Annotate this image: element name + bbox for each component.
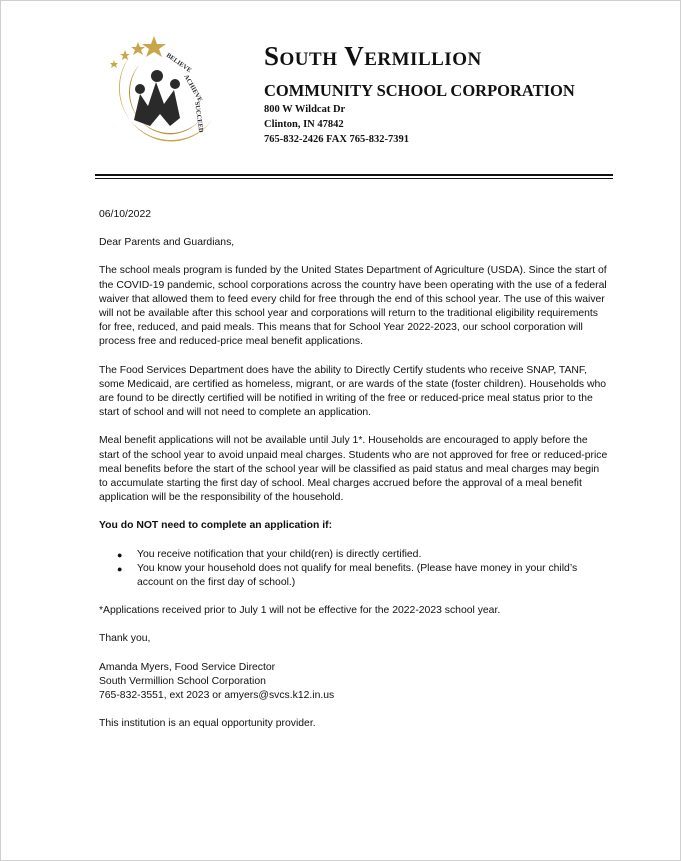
footnote: *Applications received prior to July 1 will not be effective for the 2022-2023 school year. (99, 605, 501, 617)
logo-star-large (142, 36, 166, 57)
letter-date: 06/10/2022 (99, 209, 152, 220)
paragraph-2: The Food Services Department does have the ability to Directly Certify students who receive SNAP, TANF, some Medicaid, are certified as homeless, migrant, or are wards of the state (foster children). Households who are found to be directly certified will be notified in writing of the free or reduced-price meal status prior to the start of school and will not need to complete an application. (99, 364, 607, 419)
logo-star-small (120, 50, 130, 60)
school-logo (100, 34, 220, 154)
paragraph-3: Meal benefit applications will not be available until July 1*. Households are encouraged to apply before the start of the school year to avoid unpaid meal charges. Students who are not approved for free or reduced-price meal benefits before the start of the school year will be classified as paid status and meal charges may begin to accumulate starting the first day of school. Meal charges accrued before the approval of a meal benefit application will be the responsibility of the household. (99, 435, 608, 504)
letterhead-title: South Vermillion (264, 41, 482, 71)
list-item: ● You know your household does not qualify for meal benefits. (Please have money in your child’s account on the first day of school.) (137, 562, 609, 590)
header-divider-thick (95, 174, 613, 176)
signature-organization: South Vermillion School Corporation (99, 675, 266, 687)
paragraph-1: The school meals program is funded by the United States Department of Agriculture (USDA). Since the start of the COVID-19 pandemic, school corporations across the country have been operating with the use of a federal waiver that allowed them to feed every child for free through the end of this school year. The use of this waiver will not be available after this school year and corporations will return to the traditional eligibility requirements for free, reduced, and paid meals. This means that for School Year 2022-2023, our school corporation will process free and reduced-price meal benefit applications. (99, 265, 607, 348)
logo-word-succeed: SUCCEED (193, 101, 205, 134)
logo-head-left (135, 84, 145, 94)
logo-star-mid (131, 42, 145, 55)
letterhead-phone: 765-832-2426 FAX 765-832-7391 (264, 134, 410, 145)
logo-star-tiny (110, 60, 118, 68)
letterhead-subtitle: COMMUNITY SCHOOL CORPORATION (264, 81, 575, 100)
signature-name: Amanda Myers, Food Service Director (99, 661, 276, 673)
letter-body (99, 208, 609, 745)
letterhead-address-line2: Clinton, IN 47842 (264, 119, 344, 130)
logo-word-achieve: ACHIEVE (182, 73, 204, 104)
closing: Thank you, (99, 633, 151, 645)
letterhead (264, 40, 575, 147)
logo-word-believe: BELIEVE (164, 51, 193, 75)
header-divider-thin (95, 178, 613, 179)
signature-contact: 765-832-3551, ext 2023 or amyers@svcs.k12.in.us (99, 690, 335, 702)
letterhead-address-line1: 800 W Wildcat Dr (264, 104, 346, 115)
logo-head-right (170, 79, 180, 89)
logo-head-center (151, 70, 163, 82)
equal-opportunity-statement: This institution is an equal opportunity provider. (99, 718, 316, 730)
bullet-list (99, 548, 609, 591)
no-application-heading: You do NOT need to complete an application if: (99, 520, 333, 532)
letter-salutation: Dear Parents and Guardians, (99, 237, 235, 249)
list-item: ● You receive notification that your child(ren) is directly certified. (137, 548, 609, 562)
